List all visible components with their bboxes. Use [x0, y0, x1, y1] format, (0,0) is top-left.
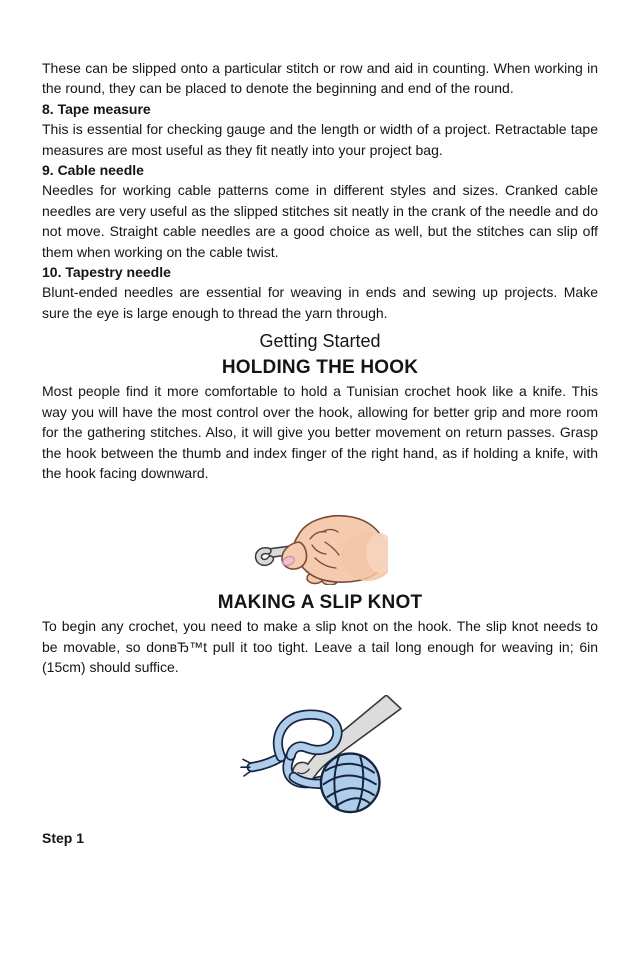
hand-figure	[42, 509, 598, 585]
step-1-label: Step 1	[42, 829, 85, 846]
item-body-cable-needle: Needles for working cable patterns come in different styles and sizes. Cranked cable needles are very useful as the slipped stitches sit neatly in the crank of the needle and do not move. Straight cable needles are a good choice as well, but the stitches can slip off them when working on the cable twist.	[42, 182, 598, 260]
slip-knot-illustration	[237, 695, 403, 814]
hand-holding-hook-illustration	[252, 509, 388, 585]
holding-the-hook-heading: HOLDING THE HOOK	[221, 357, 419, 379]
making-a-slip-knot-paragraph: To begin any crochet, you need to make a slip knot on the hook. The slip knot needs to be movable, so donвЂ™t pull it too tight. Leave a tail long enough for weaving in; 6in (15cm) should suffice.	[42, 618, 598, 676]
item-heading-tapestry-needle: 10. Tapestry needle	[42, 264, 171, 281]
item-body-tapestry-needle: Blunt-ended needles are essential for weaving in ends and sewing up projects. Make sure the eye is large enough to thread the yarn through.	[42, 284, 598, 321]
item-heading-tape-measure: 8. Tape measure	[42, 100, 151, 117]
making-a-slip-knot-heading: MAKING A SLIP KNOT	[217, 592, 423, 614]
item-heading-cable-needle: 9. Cable needle	[42, 162, 144, 179]
item-body-tape-measure: This is essential for checking gauge and the length or width of a project. Retractable tape measures are most useful as they fit neatly into your project bag.	[42, 121, 598, 158]
section-title-getting-started: Getting Started	[259, 331, 381, 352]
slipknot-figure	[42, 695, 598, 814]
holding-the-hook-paragraph: Most people find it more comfortable to hold a Tunisian crochet hook like a knife. This way you will have the most control over the hook, allowing for better grip and more room for the gathering stitches. Also, it will give you better movement on return passes. Grasp the hook between the thumb and index finger of the right hand, as if holding a knife, with the hook facing downward.	[42, 383, 598, 481]
intro-paragraph: These can be slipped onto a particular stitch or row and aid in counting. When working in the round, they can be placed to denote the beginning and end of the round.	[42, 60, 598, 97]
